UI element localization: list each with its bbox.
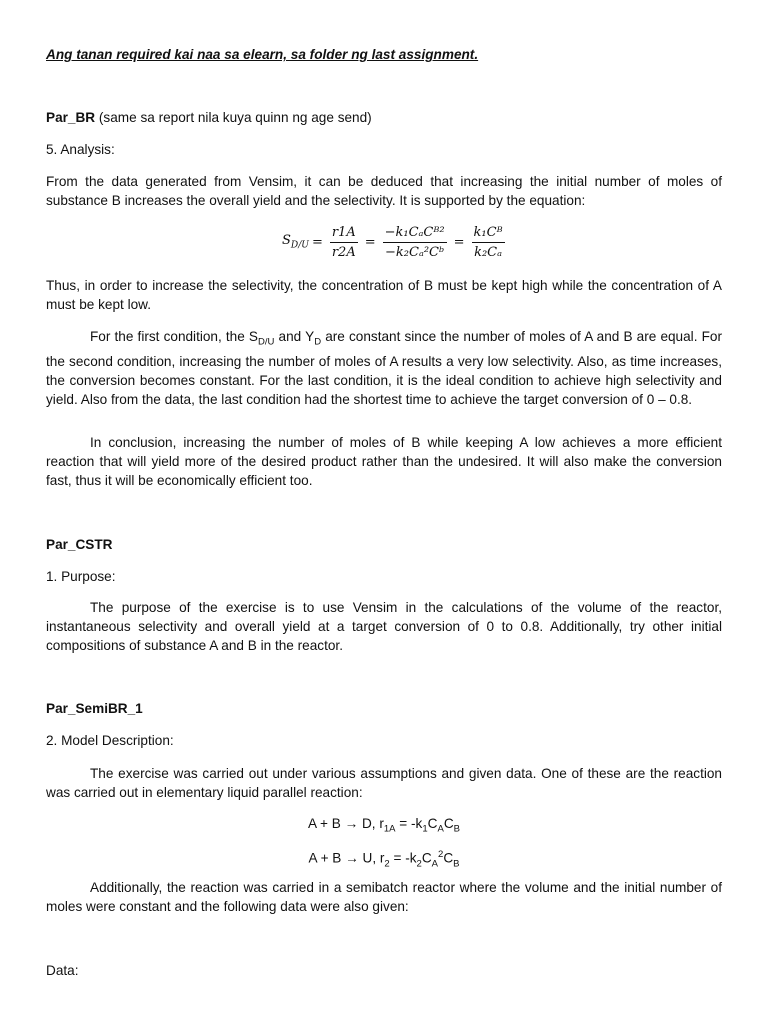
par-br-heading-note: (same sa report nila kuya quinn ng age send) xyxy=(95,110,372,125)
eq-fraction-3: $\frac{\text{k₁Cᴮ}}{\text{k₂Cₐ}}$ xyxy=(473,224,503,260)
par-br-heading: Par_BR xyxy=(46,110,96,125)
par-cstr-section: 1. Purpose: xyxy=(46,569,116,584)
par-semibr-paragraph-1: The exercise was carried out under various assumptions and given data. One of these are the reaction was carried out in elementary liquid parallel reaction: xyxy=(46,766,722,800)
eq-sign-1: = xyxy=(311,234,323,250)
eq-fraction-1: $\frac{r1A}{r2A}$ xyxy=(331,224,356,260)
par-br-paragraph-1: From the data generated from Vensim, it can be deduced that increasing the initial number of moles of substance B increases the overall yield and the selectivity. It is supported by the equation: xyxy=(46,174,722,208)
par-cstr-heading: Par_CSTR xyxy=(46,537,113,552)
eq-lhs: $S_{D/U}$ xyxy=(282,233,309,251)
par-semibr-section: 2. Model Description: xyxy=(46,733,174,748)
par-br-heading-line xyxy=(46,108,722,127)
par-br-section: 5. Analysis: xyxy=(46,142,115,157)
par-semibr-heading: Par_SemiBR_1 xyxy=(46,701,143,716)
data-label: Data: xyxy=(46,963,79,978)
eq-sign-2: = xyxy=(364,234,376,250)
header-note: Ang tanan required kai naa sa elearn, sa folder ng last assignment. xyxy=(46,47,479,62)
par-br-paragraph-3: For the first condition, the $S_{D/U}$ and $Y_D$ are constant since the number of moles of A and B are equal. For the second condition, increasing the number of moles of A results a very low selectivity. Also, as time increases, the conversion becomes constant. For the last condition, it is the ideal condition to achieve high selectivity and yield. Also from the data, the last condition had the shortest time to achieve the target conversion of 0 – 0.8. xyxy=(46,329,722,407)
par-semibr-paragraph-2: Additionally, the reaction was carried in a semibatch reactor where the volume and the initial number of moles were constant and the following data were also given: xyxy=(46,880,722,914)
par-br-paragraph-4: In conclusion, increasing the number of moles of B while keeping A low achieves a more efficient reaction that will yield more of the desired product rather than the undesired. It will also make the conversion fast, thus it will be economically efficient too. xyxy=(46,435,722,488)
par-br-paragraph-2: Thus, in order to increase the selectivity, the concentration of B must be kept high while the concentration of A must be kept low. xyxy=(46,278,722,312)
reaction-1: A + B → D, $r_{1A} = -k_1C_AC_B$ xyxy=(307,816,461,835)
eq-fraction-2: $\frac{\text{−k₁CₐCᴮ²}}{\text{−k₂Cₐ²Cᵇ}}$ xyxy=(384,224,445,260)
par-cstr-paragraph-1: The purpose of the exercise is to use Vensim in the calculations of the volume of the reactor, instantaneous selectivity and overall yield at a target conversion of 0 to 0.8. Additionally, try other initial compositions of substance A and B in the reactor. xyxy=(46,600,722,653)
selectivity-equation xyxy=(282,220,509,264)
reaction-2: A + B → U, $r_2 = -k_2C_A^2C_B$ xyxy=(308,849,460,870)
eq-sign-3: = xyxy=(453,234,465,250)
